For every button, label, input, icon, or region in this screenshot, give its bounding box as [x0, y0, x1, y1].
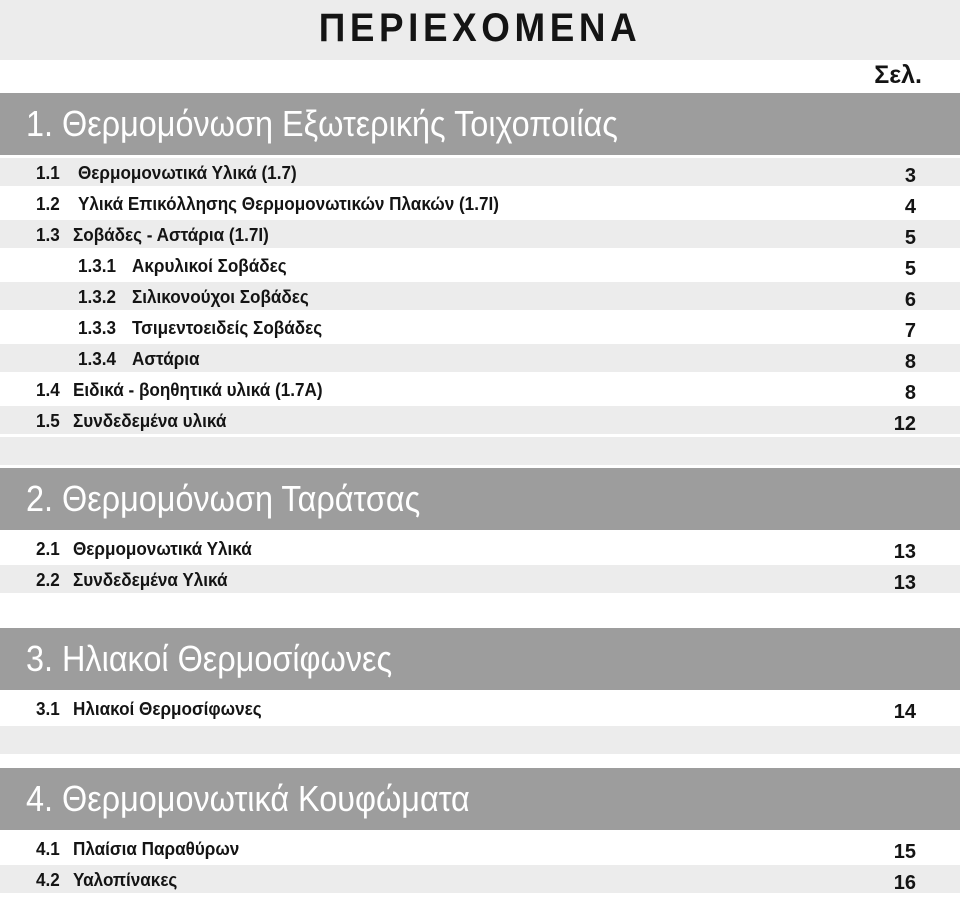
- toc-item-title: Σιλικονούχοι Σοβάδες: [132, 287, 309, 307]
- toc-item-number: 4.2: [36, 870, 60, 890]
- toc-item-title: Πλαίσια Παραθύρων: [73, 839, 240, 859]
- toc-item-page: 14: [893, 701, 916, 723]
- page-column-label: Σελ.: [874, 61, 922, 89]
- toc-row: [0, 344, 960, 372]
- toc-row: [0, 694, 960, 722]
- toc-item-number: 1.3.1: [78, 256, 117, 276]
- section-heading-4: 4. Θερμομονωτικά Κουφώματα: [0, 768, 960, 830]
- toc-item-title: Αστάρια: [132, 349, 200, 369]
- toc-item-page: 13: [893, 572, 916, 594]
- section-heading-2: 2. Θερμομόνωση Ταράτσας: [0, 468, 960, 530]
- toc-item-number: 2.2: [36, 570, 60, 590]
- toc-item-page: 5: [904, 227, 916, 249]
- toc-item-number: 1.4: [36, 380, 60, 400]
- toc-row: [0, 251, 960, 279]
- toc-item-title: Ηλιακοί Θερμοσίφωνες: [73, 699, 262, 719]
- toc-item-title: Ειδικά - βοηθητικά υλικά (1.7Α): [73, 380, 323, 400]
- toc-row: [0, 534, 960, 562]
- toc-item-number: 3.1: [36, 699, 60, 719]
- section-heading-1: 1. Θερμομόνωση Εξωτερικής Τοιχοποιίας: [0, 93, 960, 155]
- toc-item-page: 3: [904, 165, 916, 187]
- toc-item-number: 1.3.2: [78, 287, 117, 307]
- toc-item-page: 7: [904, 320, 916, 342]
- toc-row: [0, 406, 960, 434]
- toc-item-title: Θερμομονωτικά Υλικά (1.7): [78, 163, 297, 183]
- toc-item-page: 5: [904, 258, 916, 280]
- toc-item-number: 1.5: [36, 411, 60, 431]
- toc-row: [0, 189, 960, 217]
- toc-row: [0, 158, 960, 186]
- toc-row: [0, 313, 960, 341]
- toc-item-number: 1.3.3: [78, 318, 117, 338]
- page-title: ΠΕΡΙΕΧΟΜΕΝΑ: [318, 6, 642, 50]
- toc-item-title: Τσιμεντοειδείς Σοβάδες: [132, 318, 323, 338]
- toc-item-page: 13: [893, 541, 916, 563]
- toc-item-title: Σοβάδες - Αστάρια (1.7Ι): [73, 225, 269, 245]
- toc-item-title: Συνδεδεμένα Υλικά: [73, 570, 228, 590]
- toc-item-number: 1.3.4: [78, 349, 117, 369]
- toc-row: [0, 834, 960, 862]
- toc-row: [0, 865, 960, 893]
- toc-item-title: Συνδεδεμένα υλικά: [73, 411, 227, 431]
- toc-item-title: Υαλοπίνακες: [73, 870, 178, 890]
- toc-item-page: 6: [904, 289, 916, 311]
- toc-row: [0, 375, 960, 403]
- toc-row: [0, 565, 960, 593]
- toc-item-number: 1.3: [36, 225, 60, 245]
- toc-item-page: 12: [893, 413, 916, 435]
- toc-item-number: 1.1: [36, 163, 60, 183]
- toc-row: [0, 220, 960, 248]
- toc-item-title: Θερμομονωτικά Υλικά: [73, 539, 252, 559]
- spacer: [0, 437, 960, 465]
- section-heading-3: 3. Ηλιακοί Θερμοσίφωνες: [0, 628, 960, 690]
- spacer: [0, 726, 960, 754]
- toc-item-number: 1.2: [36, 194, 60, 214]
- toc-item-number: 4.1: [36, 839, 60, 859]
- toc-row: [0, 282, 960, 310]
- toc-item-number: 2.1: [36, 539, 60, 559]
- toc-item-page: 16: [893, 872, 916, 894]
- toc-item-title: Υλικά Επικόλλησης Θερμομονωτικών Πλακών (1.7Ι): [78, 194, 499, 214]
- toc-item-page: 15: [893, 841, 916, 863]
- toc-item-title: Ακρυλικοί Σοβάδες: [132, 256, 287, 276]
- toc-item-page: 4: [904, 196, 916, 218]
- toc-item-page: 8: [904, 382, 916, 404]
- toc-item-page: 8: [904, 351, 916, 373]
